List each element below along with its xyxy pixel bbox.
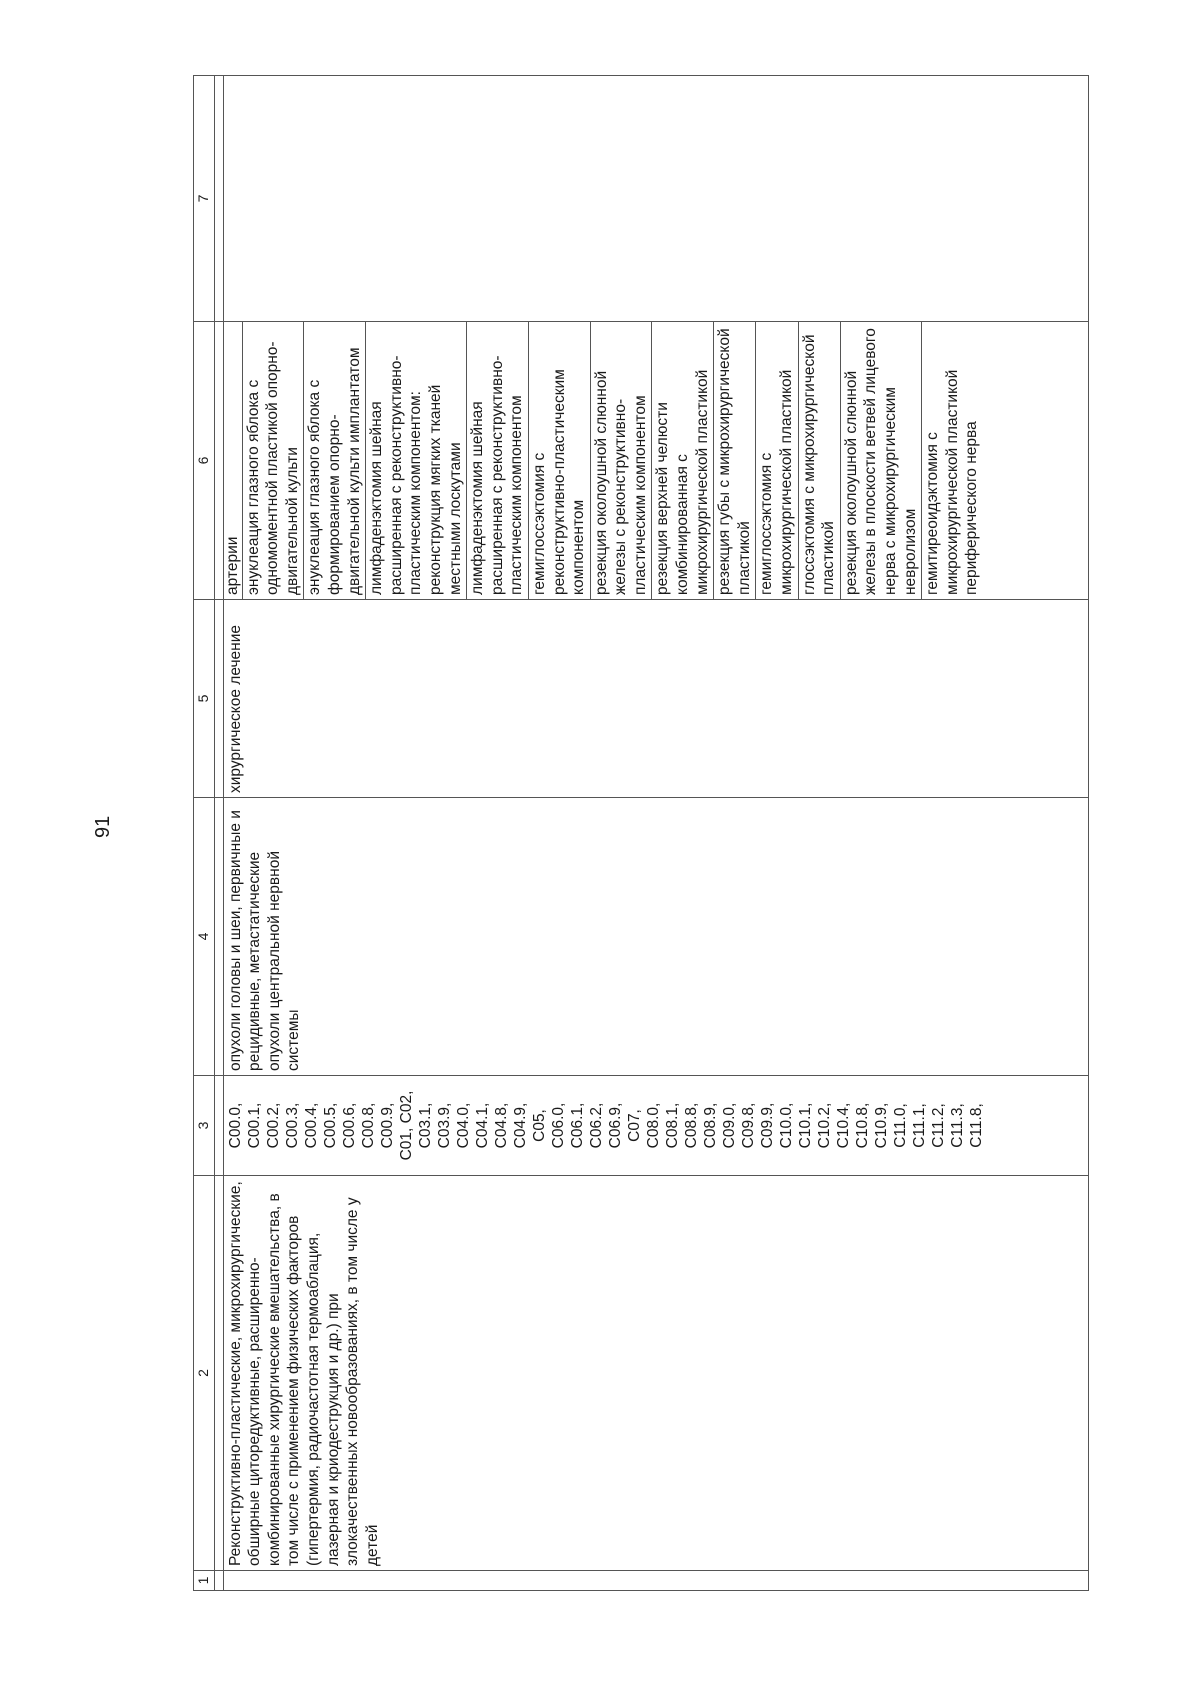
procedure-item: лимфаденэктомия шейная расширенная с реконструктивно-пластическим компонентом — [467, 322, 529, 599]
procedure-item: резекция губы с микрохирургической пластикой — [714, 322, 756, 599]
spacer-cell — [214, 322, 223, 600]
icd-code: C10.0, — [777, 1102, 795, 1149]
procedure-item: энуклеация глазного яблока с одномоментной пластикой опорно-двигательной культи — [243, 322, 305, 599]
column-7-cell — [223, 76, 1088, 322]
icd-codes-cell — [223, 1076, 1088, 1176]
icd-code: C08.1, — [663, 1102, 681, 1149]
icd-codes-list — [226, 1080, 986, 1171]
icd-code: C09.9, — [758, 1102, 776, 1149]
header-cell-2: 2 — [194, 1176, 215, 1571]
icd-code: C11.1, — [910, 1103, 928, 1148]
table-row — [223, 76, 1088, 1591]
procedures-cell — [223, 322, 1088, 600]
icd-code: C10.1, — [796, 1102, 814, 1149]
header-cell-6: 6 — [194, 322, 215, 600]
icd-code: C09.0, — [720, 1102, 738, 1149]
procedure-item: резекция околоушной слюнной железы в плоскости ветвей лицевого нерва с микрохирургическим невролизом — [841, 322, 922, 599]
icd-code: C09.8, — [739, 1102, 757, 1149]
icd-code: C04.0, — [454, 1102, 472, 1149]
icd-code: C11.8, — [967, 1103, 985, 1148]
icd-code: C06.9, — [606, 1102, 624, 1149]
icd-code: C00.6, — [340, 1102, 358, 1149]
row-number-cell — [223, 1571, 1088, 1591]
procedure-item: гемиглоссэктомия с реконструктивно-пластическим компонентом — [529, 322, 591, 599]
procedure-item: гемитиреоидэктомия с микрохирургической пластикой периферического нерва — [924, 369, 981, 595]
header-cell-5: 5 — [194, 600, 215, 798]
icd-code: C00.3, — [283, 1102, 301, 1149]
spacer-row — [214, 76, 223, 1591]
icd-code: C08.8, — [682, 1102, 700, 1149]
icd-code: C06.2, — [587, 1102, 605, 1149]
header-cell-3: 3 — [194, 1076, 215, 1176]
icd-code: C04.1, — [473, 1102, 491, 1149]
icd-code: C10.4, — [834, 1102, 852, 1149]
header-row — [194, 76, 215, 1591]
medical-procedures-table — [193, 75, 1089, 1591]
header-cell-1: 1 — [194, 1571, 215, 1591]
spacer-cell — [214, 76, 223, 322]
icd-code: C06.0, — [549, 1102, 567, 1149]
spacer-cell — [214, 1176, 223, 1571]
spacer-cell — [214, 1076, 223, 1176]
icd-code: C06.1, — [568, 1102, 586, 1149]
page-number: 91 — [92, 815, 114, 838]
icd-code: C03.9, — [435, 1102, 453, 1149]
rotated-table-container — [193, 76, 1089, 1591]
icd-code: C01, C02, — [397, 1090, 415, 1161]
icd-code: C00.1, — [245, 1102, 263, 1149]
procedure-item: глоссэктомия с микрохирургической пластикой — [799, 322, 841, 599]
icd-code: C00.4, — [302, 1102, 320, 1149]
procedure-item: энуклеация глазного яблока с формированием опорно-двигательной культи имплантатом — [304, 322, 366, 599]
icd-code: C04.9, — [511, 1102, 529, 1149]
procedures-list — [224, 322, 983, 599]
icd-code: C08.0, — [644, 1102, 662, 1149]
icd-code: C00.9, — [378, 1102, 396, 1149]
icd-code: C10.2, — [815, 1102, 833, 1149]
spacer-cell — [214, 600, 223, 798]
intervention-description-cell: Реконструктивно-пластические, микрохирургические, обширные циторедуктивные, расширенно-комбинированные хирургические вмешательства, в том числе с применением физических факторов (гипертермия, радиочастотная термоаблация, лазерная и криодеструкция и др.) при злокачественных новообразованиях, в том числе у детей — [223, 1176, 1088, 1571]
icd-code: C00.8, — [359, 1102, 377, 1149]
icd-code: C08.9, — [701, 1102, 719, 1149]
header-cell-7: 7 — [194, 76, 215, 322]
icd-code: C10.8, — [853, 1102, 871, 1149]
spacer-cell — [214, 798, 223, 1076]
icd-code: C03.1, — [416, 1102, 434, 1149]
procedure-item: резекция верхней челюсти комбинированная с микрохирургической пластикой — [652, 322, 714, 599]
icd-code: C00.2, — [264, 1102, 282, 1149]
icd-code: C00.5, — [321, 1102, 339, 1149]
procedure-item: гемиглоссэктомия с микрохирургической пластикой — [756, 322, 798, 599]
icd-code: C10.9, — [872, 1102, 890, 1149]
icd-code: C11.0, — [891, 1103, 909, 1148]
spacer-cell — [214, 1571, 223, 1591]
header-cell-4: 4 — [194, 798, 215, 1076]
diagnosis-cell: опухоли головы и шеи, первичные и рецидивные, метастатические опухоли центральной нервной системы — [223, 798, 1088, 1076]
icd-code: C11.3, — [948, 1103, 966, 1148]
procedure-item: резекция околоушной слюнной железы с реконструктивно-пластическим компонентом — [591, 322, 653, 599]
icd-code: C07, — [625, 1109, 643, 1142]
treatment-type-cell: хирургическое лечение — [223, 600, 1088, 798]
procedure-item: лимфаденэктомия шейная расширенная с реконструктивно-пластическим компонентом: реконструкция мягких тканей местными лоскутами — [366, 322, 467, 599]
icd-code: C04.8, — [492, 1102, 510, 1149]
icd-code: C00.0, — [226, 1102, 244, 1149]
icd-code: C05, — [530, 1109, 548, 1142]
procedure-item: артерии — [224, 322, 243, 599]
icd-code: C11.2, — [929, 1103, 947, 1148]
